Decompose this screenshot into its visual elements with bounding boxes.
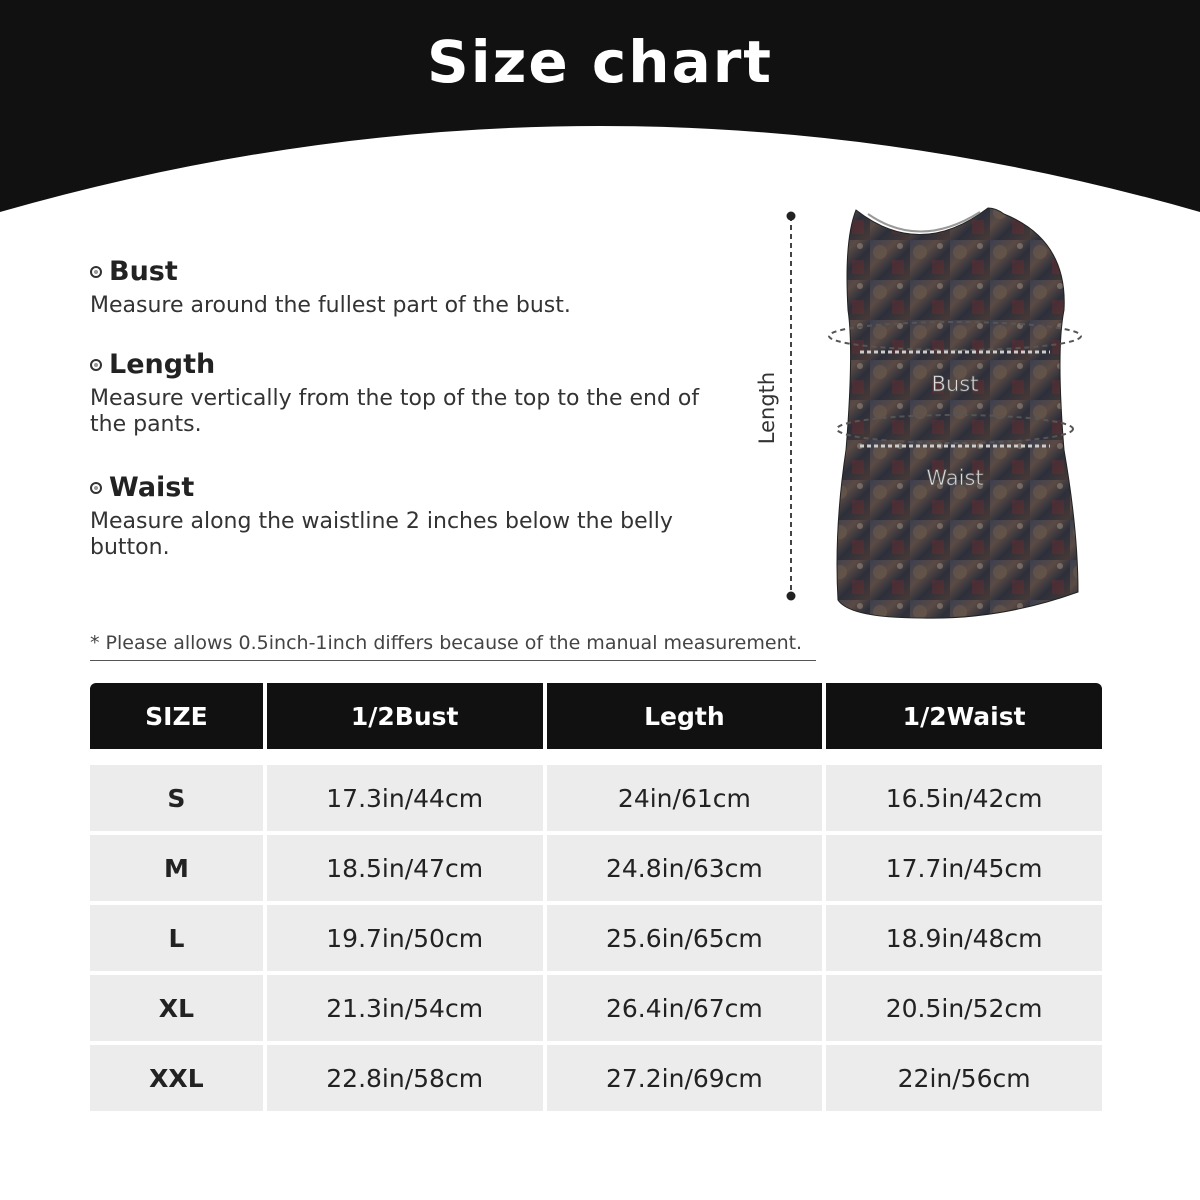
size-cell: XXL xyxy=(90,1045,263,1115)
waist-instruction xyxy=(90,472,730,561)
waist-heading: Waist xyxy=(109,472,195,503)
length-top-dot xyxy=(787,212,796,221)
waist-cell: 16.5in/42cm xyxy=(826,765,1102,835)
bust-description: Measure around the fullest part of the bust. xyxy=(90,293,571,318)
circle-bullet-icon xyxy=(90,359,102,371)
header-half-bust: 1/2Bust xyxy=(267,683,543,749)
bust-cell: 17.3in/44cm xyxy=(267,765,543,835)
length-bottom-dot xyxy=(787,592,796,601)
waist-description: Measure along the waistline 2 inches below the belly button. xyxy=(90,509,673,560)
size-table xyxy=(86,683,1106,1115)
bust-cell: 22.8in/58cm xyxy=(267,1045,543,1115)
tank-top-shape xyxy=(837,208,1078,618)
bust-cell: 18.5in/47cm xyxy=(267,835,543,905)
header-half-waist: 1/2Waist xyxy=(826,683,1102,749)
bust-label: Bust xyxy=(931,372,979,396)
size-cell: L xyxy=(90,905,263,975)
length-heading: Length xyxy=(109,349,216,380)
circle-bullet-icon xyxy=(90,266,102,278)
size-cell: XL xyxy=(90,975,263,1045)
waist-cell: 20.5in/52cm xyxy=(826,975,1102,1045)
header-length: Legth xyxy=(547,683,823,749)
bust-instruction xyxy=(90,256,730,319)
waist-cell: 17.7in/45cm xyxy=(826,835,1102,905)
length-cell: 25.6in/65cm xyxy=(547,905,823,975)
waist-cell: 22in/56cm xyxy=(826,1045,1102,1115)
table-row xyxy=(90,905,1102,975)
bust-cell: 19.7in/50cm xyxy=(267,905,543,975)
table-row xyxy=(90,835,1102,905)
page-title: Size chart xyxy=(426,28,774,96)
bust-heading: Bust xyxy=(109,256,178,287)
length-description: Measure vertically from the top of the top to the end of the pants. xyxy=(90,386,700,437)
tank-top-diagram xyxy=(750,200,1100,620)
table-header-row xyxy=(90,683,1102,749)
length-instruction xyxy=(90,349,730,438)
bust-cell: 21.3in/54cm xyxy=(267,975,543,1045)
header-size: SIZE xyxy=(90,683,263,749)
waist-label: Waist xyxy=(926,466,984,490)
table-row xyxy=(90,975,1102,1045)
length-label: Length xyxy=(755,371,779,445)
table-row xyxy=(90,1045,1102,1115)
length-cell: 24in/61cm xyxy=(547,765,823,835)
circle-bullet-icon xyxy=(90,482,102,494)
length-cell: 24.8in/63cm xyxy=(547,835,823,905)
length-cell: 27.2in/69cm xyxy=(547,1045,823,1115)
size-cell: M xyxy=(90,835,263,905)
table-row xyxy=(90,765,1102,835)
size-cell: S xyxy=(90,765,263,835)
waist-cell: 18.9in/48cm xyxy=(826,905,1102,975)
length-cell: 26.4in/67cm xyxy=(547,975,823,1045)
measurement-note: * Please allows 0.5inch-1inch differs because of the manual measurement. xyxy=(90,632,816,661)
